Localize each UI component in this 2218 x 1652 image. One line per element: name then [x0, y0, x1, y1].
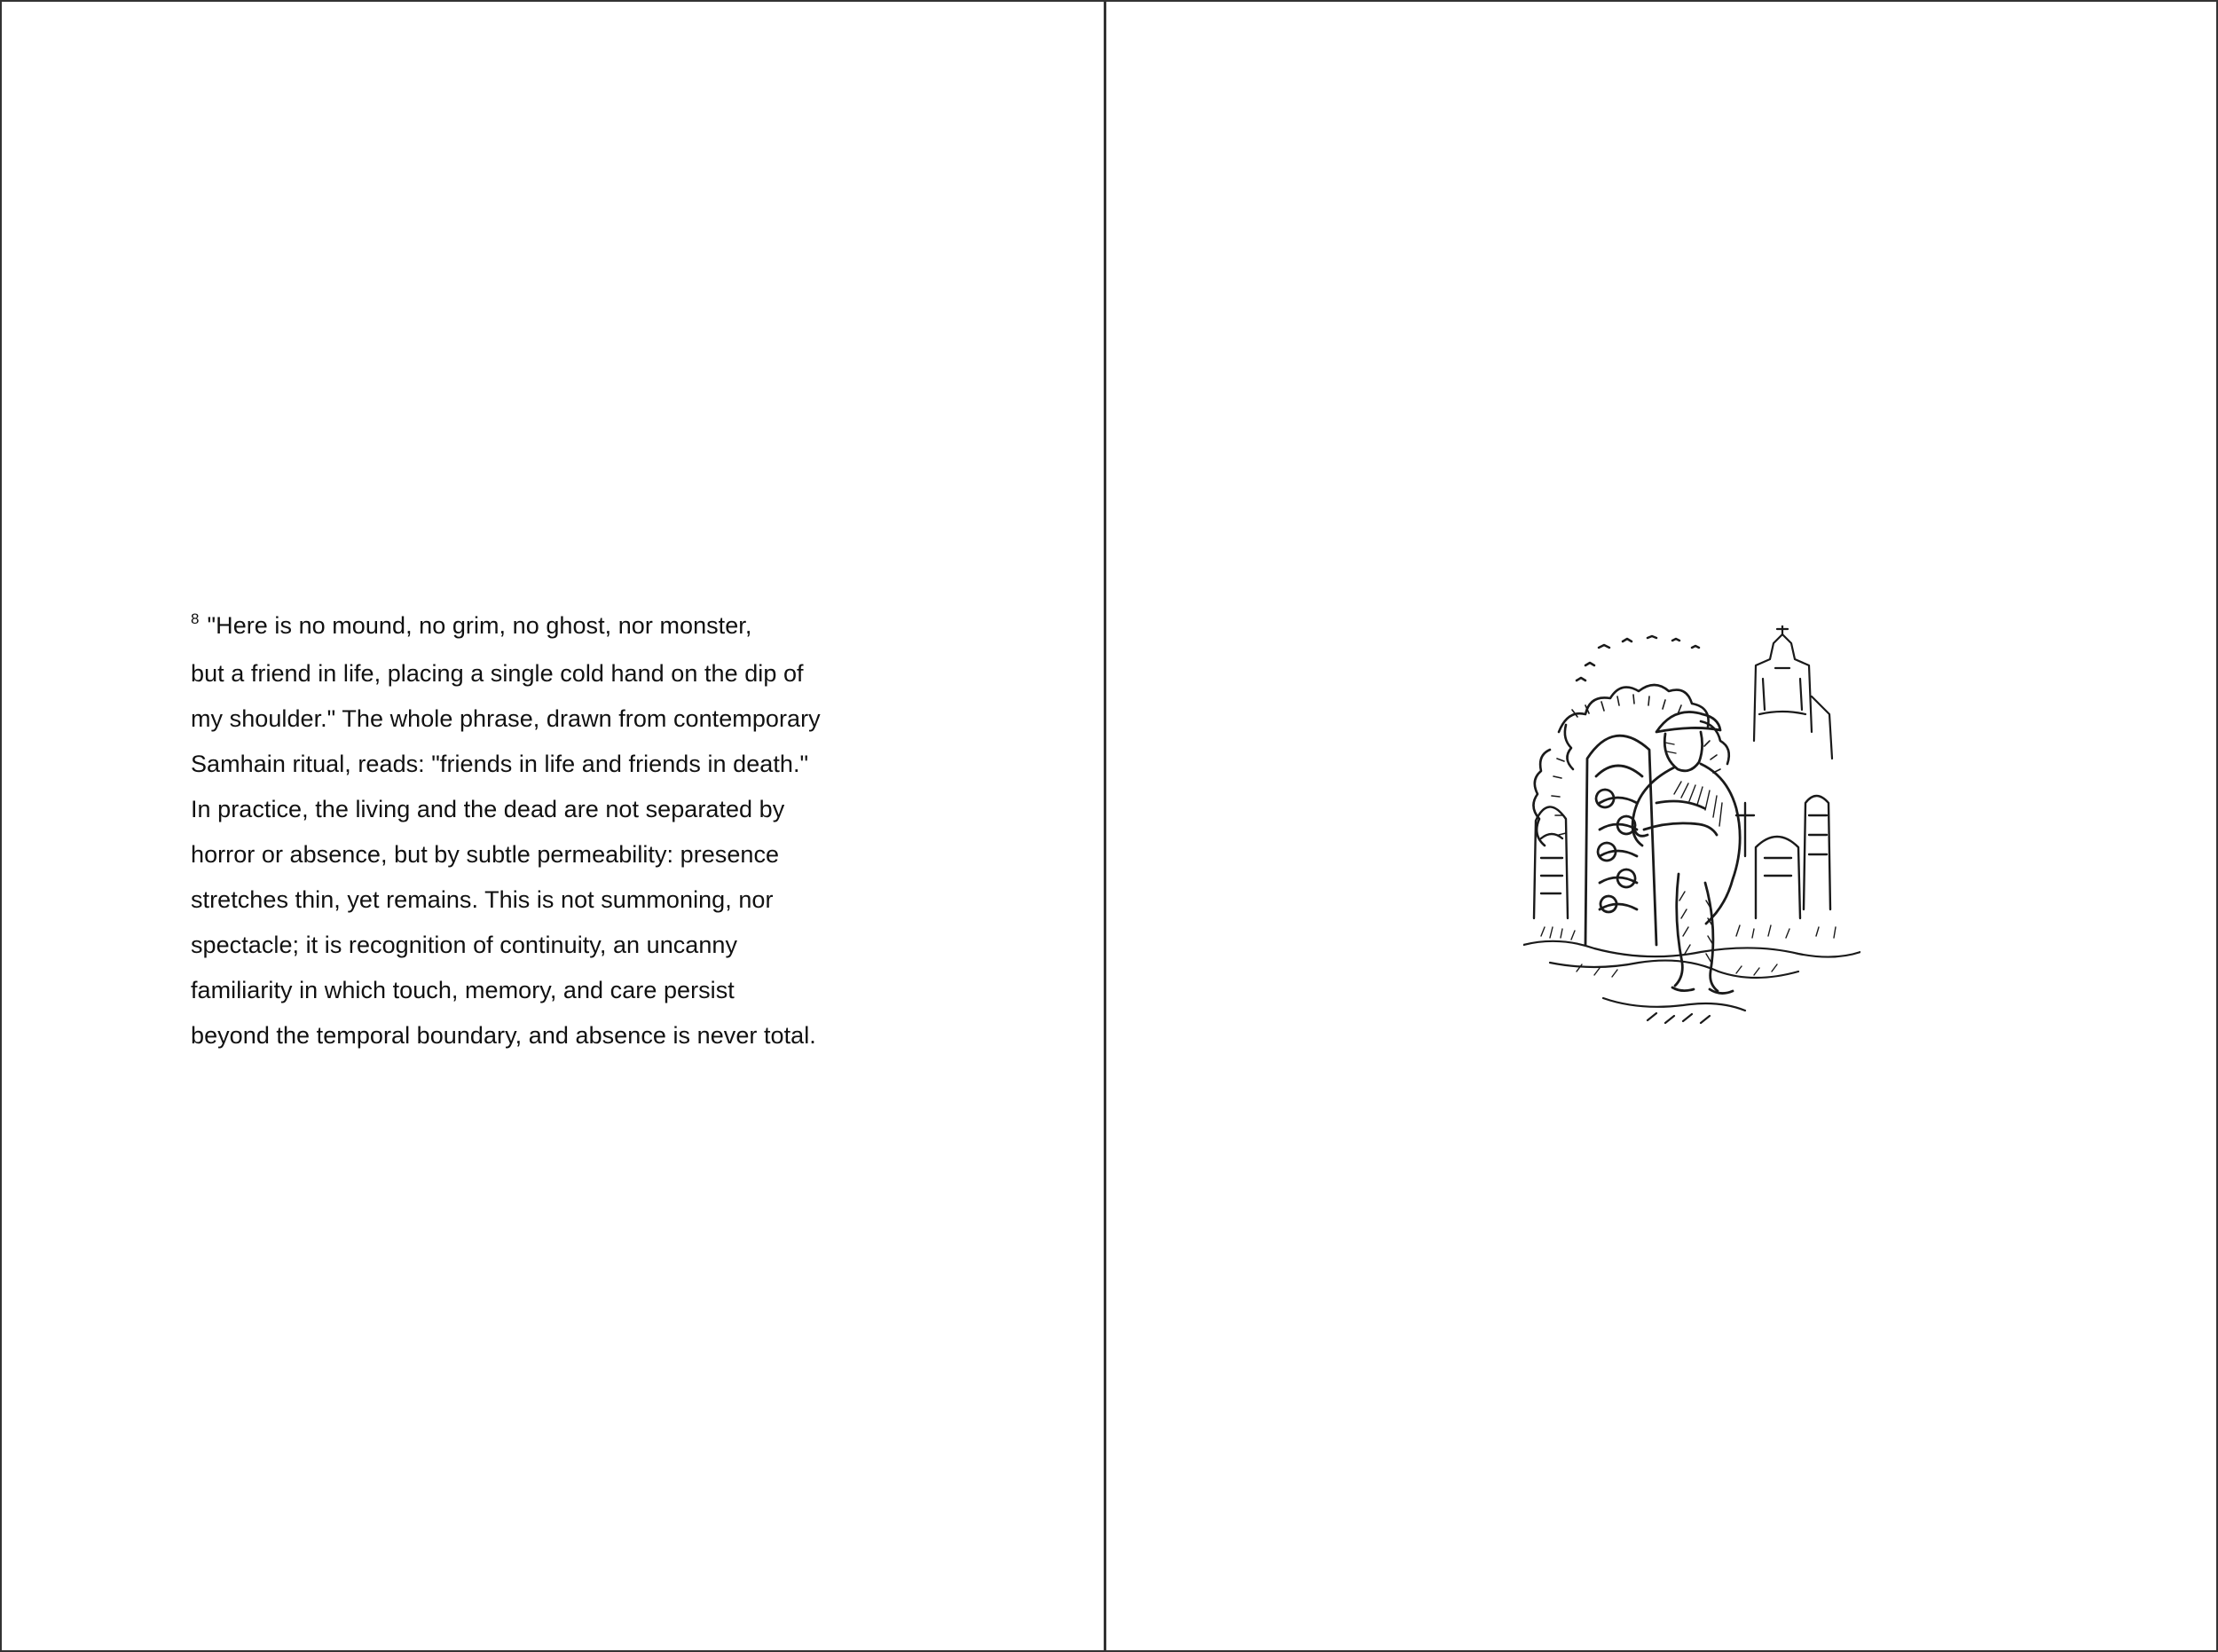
footnote-line: stretches thin, yet remains. This is not summoning, nor: [191, 886, 774, 913]
engraving-graveyard-figure-icon: [1523, 625, 1860, 1025]
footnote-line: my shoulder." The whole phrase, drawn from contemporary: [191, 705, 821, 732]
footnote-line: familiarity in which touch, memory, and care persist: [191, 977, 735, 1003]
left-page: [0, 0, 1104, 1648]
footnote-line: In practice, the living and the dead are not separated by: [191, 796, 785, 822]
footnote-line: but a friend in life, placing a single cold hand on the dip of: [191, 660, 804, 687]
footnote-marker: 8: [191, 610, 200, 627]
footnote: [191, 603, 883, 1058]
footnote-line: horror or absence, but by subtle permeability: presence: [191, 841, 780, 868]
footnote-line: Samhain ritual, reads: "friends in life and friends in death.": [191, 751, 809, 777]
footnote-text: "Here is no mound, no grim, no ghost, nor monster,: [207, 612, 752, 639]
footnote-line: [191, 603, 883, 651]
footnote-line: beyond the temporal boundary, and absence is never total.: [191, 1022, 816, 1049]
right-page: [1106, 0, 2216, 1648]
footnote-line: spectacle; it is recognition of continuity, an uncanny: [191, 932, 738, 958]
